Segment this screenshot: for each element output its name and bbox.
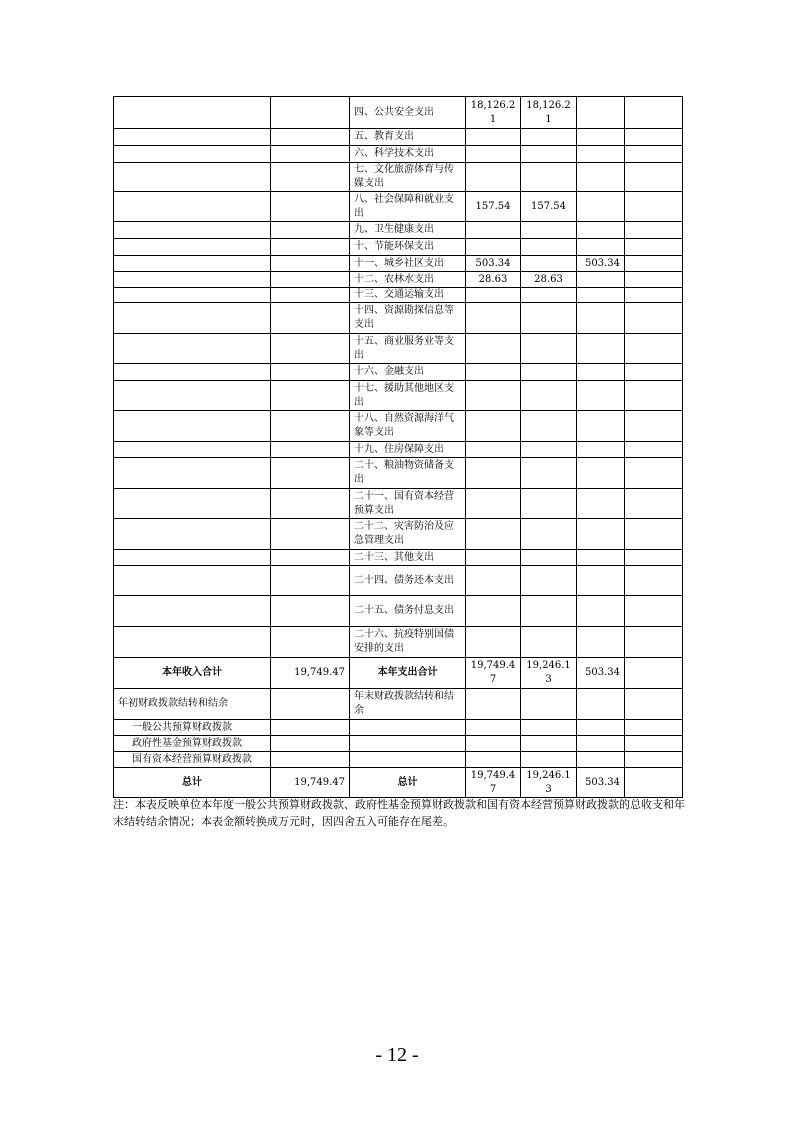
expense-fund-budget-cell: [577, 442, 625, 458]
expense-fund-budget-cell: [577, 550, 625, 566]
expense-total-cell: [466, 458, 521, 489]
expense-fund-budget-cell: [577, 303, 625, 334]
income-item-cell: [114, 146, 271, 163]
expense-item-cell: 十六、金融支出: [350, 364, 466, 381]
expense-fund-budget-cell: [577, 163, 625, 192]
income-amount-cell: [271, 689, 350, 720]
income-item-cell: [114, 222, 271, 239]
expense-general-budget-cell: 19,246.13: [521, 768, 577, 798]
income-amount-cell: [271, 627, 350, 658]
table-row: [114, 146, 683, 163]
expense-general-budget-cell: [521, 596, 577, 627]
expense-general-budget-cell: [521, 411, 577, 442]
income-item-cell: [114, 519, 271, 550]
expense-state-capital-cell: [625, 458, 683, 489]
table-row: [114, 550, 683, 566]
income-amount-cell: [271, 192, 350, 222]
expense-general-budget-cell: [521, 519, 577, 550]
expense-total-cell: [466, 129, 521, 146]
expense-total-cell: [466, 752, 521, 768]
expense-item-cell: 七、文化旅游体育与传媒支出: [350, 163, 466, 192]
income-amount-cell: [271, 411, 350, 442]
expense-state-capital-cell: [625, 768, 683, 798]
expense-item-cell: 年末财政拨款结转和结余: [350, 689, 466, 720]
expense-total-cell: 503.34: [466, 256, 521, 272]
income-item-cell: 国有资本经营预算财政拨款: [114, 752, 271, 768]
income-amount-cell: [271, 272, 350, 288]
expense-state-capital-cell: [625, 303, 683, 334]
income-amount-cell: 19,749.47: [271, 768, 350, 798]
expense-total-cell: [466, 364, 521, 381]
expense-state-capital-cell: [625, 489, 683, 519]
expense-item-cell: 总计: [350, 768, 466, 798]
expense-state-capital-cell: [625, 239, 683, 256]
expense-state-capital-cell: [625, 288, 683, 303]
income-item-cell: [114, 129, 271, 146]
expense-item-cell: 四、公共安全支出: [350, 97, 466, 129]
income-item-cell: [114, 272, 271, 288]
income-item-cell: 年初财政拨款结转和结余: [114, 689, 271, 720]
expense-state-capital-cell: [625, 364, 683, 381]
expense-fund-budget-cell: [577, 288, 625, 303]
income-item-cell: [114, 364, 271, 381]
expense-state-capital-cell: [625, 519, 683, 550]
income-amount-cell: [271, 163, 350, 192]
table-row: [114, 272, 683, 288]
expense-item-cell: 十五、商业服务业等支出: [350, 334, 466, 364]
expense-item-cell: [350, 736, 466, 752]
expense-total-cell: [466, 689, 521, 720]
table-row: [114, 566, 683, 596]
table-row: [114, 736, 683, 752]
expense-state-capital-cell: [625, 163, 683, 192]
expense-state-capital-cell: [625, 689, 683, 720]
income-item-cell: 总计: [114, 768, 271, 798]
table-row: [114, 364, 683, 381]
income-item-cell: 政府性基金预算财政拨款: [114, 736, 271, 752]
income-amount-cell: [271, 489, 350, 519]
expense-item-cell: 九、卫生健康支出: [350, 222, 466, 239]
expense-fund-budget-cell: [577, 519, 625, 550]
table-row: [114, 658, 683, 689]
expense-total-cell: [466, 222, 521, 239]
expense-total-cell: 157.54: [466, 192, 521, 222]
table-body: [114, 97, 683, 798]
expense-fund-budget-cell: [577, 689, 625, 720]
expense-general-budget-cell: [521, 489, 577, 519]
income-item-cell: 本年收入合计: [114, 658, 271, 689]
income-item-cell: 一般公共预算财政拨款: [114, 720, 271, 736]
expense-fund-budget-cell: 503.34: [577, 768, 625, 798]
expense-state-capital-cell: [625, 129, 683, 146]
income-item-cell: [114, 97, 271, 129]
expense-general-budget-cell: [521, 364, 577, 381]
expense-fund-budget-cell: [577, 222, 625, 239]
expense-state-capital-cell: [625, 192, 683, 222]
expense-item-cell: 二十一、国有资本经营预算支出: [350, 489, 466, 519]
income-item-cell: [114, 566, 271, 596]
expense-total-cell: [466, 489, 521, 519]
expense-general-budget-cell: [521, 442, 577, 458]
expense-general-budget-cell: 28.63: [521, 272, 577, 288]
expense-fund-budget-cell: [577, 381, 625, 411]
expense-state-capital-cell: [625, 334, 683, 364]
table-row: [114, 163, 683, 192]
income-amount-cell: [271, 303, 350, 334]
expense-total-cell: [466, 163, 521, 192]
expense-general-budget-cell: [521, 752, 577, 768]
expense-total-cell: [466, 519, 521, 550]
expense-total-cell: [466, 288, 521, 303]
expense-fund-budget-cell: [577, 97, 625, 129]
expense-general-budget-cell: [521, 303, 577, 334]
expense-fund-budget-cell: [577, 146, 625, 163]
table-row: [114, 222, 683, 239]
expense-general-budget-cell: 18,126.21: [521, 97, 577, 129]
expense-item-cell: 八、社会保障和就业支出: [350, 192, 466, 222]
expense-total-cell: [466, 550, 521, 566]
income-amount-cell: [271, 566, 350, 596]
expense-fund-budget-cell: [577, 272, 625, 288]
income-item-cell: [114, 627, 271, 658]
expense-general-budget-cell: [521, 163, 577, 192]
expense-state-capital-cell: [625, 442, 683, 458]
expense-total-cell: [466, 566, 521, 596]
expense-item-cell: 十九、住房保障支出: [350, 442, 466, 458]
expense-state-capital-cell: [625, 720, 683, 736]
income-amount-cell: [271, 256, 350, 272]
expense-fund-budget-cell: [577, 364, 625, 381]
expense-fund-budget-cell: [577, 129, 625, 146]
table-row: [114, 689, 683, 720]
expense-fund-budget-cell: [577, 239, 625, 256]
income-item-cell: [114, 489, 271, 519]
table-row: [114, 381, 683, 411]
income-amount-cell: [271, 239, 350, 256]
expense-state-capital-cell: [625, 222, 683, 239]
expense-total-cell: [466, 381, 521, 411]
income-amount-cell: [271, 288, 350, 303]
expense-state-capital-cell: [625, 596, 683, 627]
expense-general-budget-cell: [521, 129, 577, 146]
income-amount-cell: [271, 97, 350, 129]
expense-fund-budget-cell: [577, 627, 625, 658]
expense-item-cell: 二十六、抗疫特别国债安排的支出: [350, 627, 466, 658]
income-amount-cell: [271, 364, 350, 381]
income-item-cell: [114, 192, 271, 222]
expense-general-budget-cell: [521, 146, 577, 163]
income-amount-cell: [271, 752, 350, 768]
expense-general-budget-cell: [521, 256, 577, 272]
income-amount-cell: [271, 736, 350, 752]
expense-total-cell: 19,749.47: [466, 658, 521, 689]
expense-item-cell: 五、教育支出: [350, 129, 466, 146]
expense-total-cell: [466, 720, 521, 736]
expense-fund-budget-cell: [577, 720, 625, 736]
income-item-cell: [114, 442, 271, 458]
income-item-cell: [114, 458, 271, 489]
income-item-cell: [114, 550, 271, 566]
expense-state-capital-cell: [625, 752, 683, 768]
expense-total-cell: [466, 146, 521, 163]
expense-state-capital-cell: [625, 736, 683, 752]
income-amount-cell: [271, 334, 350, 364]
table-row: [114, 752, 683, 768]
table-row: [114, 519, 683, 550]
table-row: [114, 596, 683, 627]
income-amount-cell: [271, 222, 350, 239]
expense-general-budget-cell: 19,246.13: [521, 658, 577, 689]
table-row: [114, 768, 683, 798]
income-amount-cell: [271, 519, 350, 550]
expense-state-capital-cell: [625, 566, 683, 596]
expense-item-cell: 十七、援助其他地区支出: [350, 381, 466, 411]
page-number: - 12 -: [375, 1044, 419, 1066]
table-row: [114, 334, 683, 364]
expense-total-cell: 18,126.21: [466, 97, 521, 129]
expense-general-budget-cell: [521, 239, 577, 256]
expense-fund-budget-cell: [577, 736, 625, 752]
table-row: [114, 256, 683, 272]
expense-item-cell: 十四、资源勘探信息等支出: [350, 303, 466, 334]
expense-fund-budget-cell: [577, 752, 625, 768]
expense-total-cell: 19,749.47: [466, 768, 521, 798]
expense-fund-budget-cell: [577, 566, 625, 596]
table-row: [114, 129, 683, 146]
table-row: [114, 411, 683, 442]
table-row: [114, 239, 683, 256]
table-row: [114, 627, 683, 658]
income-item-cell: [114, 303, 271, 334]
income-item-cell: [114, 411, 271, 442]
income-amount-cell: [271, 720, 350, 736]
expense-total-cell: [466, 334, 521, 364]
expense-item-cell: [350, 720, 466, 736]
expense-item-cell: 十一、城乡社区支出: [350, 256, 466, 272]
table-footnote: 注：本表反映单位本年度一般公共预算财政拨款、政府性基金预算财政拨款和国有资本经营预算财政拨款的总收支和年末结转结余情况；本表金额转换成万元时，因四舍五入可能存在尾差。: [113, 798, 685, 828]
expense-item-cell: 二十三、其他支出: [350, 550, 466, 566]
expense-state-capital-cell: [625, 256, 683, 272]
expense-state-capital-cell: [625, 146, 683, 163]
expense-general-budget-cell: 157.54: [521, 192, 577, 222]
expense-fund-budget-cell: [577, 334, 625, 364]
expense-item-cell: 二十四、债务还本支出: [350, 566, 466, 596]
income-amount-cell: 19,749.47: [271, 658, 350, 689]
table-row: [114, 288, 683, 303]
expense-total-cell: [466, 411, 521, 442]
table-row: [114, 458, 683, 489]
expense-item-cell: 二十二、灾害防治及应急管理支出: [350, 519, 466, 550]
income-amount-cell: [271, 146, 350, 163]
expense-fund-budget-cell: [577, 192, 625, 222]
expense-general-budget-cell: [521, 550, 577, 566]
expense-state-capital-cell: [625, 550, 683, 566]
fiscal-appropriation-table: [113, 96, 683, 798]
income-amount-cell: [271, 458, 350, 489]
table-row: [114, 720, 683, 736]
expense-item-cell: 二十、粮油物资储备支出: [350, 458, 466, 489]
income-item-cell: [114, 334, 271, 364]
table-row: [114, 192, 683, 222]
expense-general-budget-cell: [521, 458, 577, 489]
expense-total-cell: [466, 303, 521, 334]
expense-item-cell: 十二、农林水支出: [350, 272, 466, 288]
expense-total-cell: [466, 627, 521, 658]
income-amount-cell: [271, 550, 350, 566]
expense-fund-budget-cell: [577, 489, 625, 519]
expense-total-cell: [466, 239, 521, 256]
expense-item-cell: 十、节能环保支出: [350, 239, 466, 256]
income-item-cell: [114, 256, 271, 272]
expense-item-cell: 十三、交通运输支出: [350, 288, 466, 303]
income-item-cell: [114, 288, 271, 303]
expense-general-budget-cell: [521, 288, 577, 303]
income-item-cell: [114, 596, 271, 627]
expense-general-budget-cell: [521, 720, 577, 736]
expense-general-budget-cell: [521, 334, 577, 364]
expense-fund-budget-cell: 503.34: [577, 658, 625, 689]
income-item-cell: [114, 381, 271, 411]
expense-state-capital-cell: [625, 381, 683, 411]
expense-state-capital-cell: [625, 97, 683, 129]
expense-item-cell: 本年支出合计: [350, 658, 466, 689]
expense-state-capital-cell: [625, 272, 683, 288]
table-row: [114, 303, 683, 334]
expense-item-cell: 十八、自然资源海洋气象等支出: [350, 411, 466, 442]
expense-total-cell: [466, 736, 521, 752]
expense-state-capital-cell: [625, 411, 683, 442]
expense-general-budget-cell: [521, 736, 577, 752]
expense-total-cell: [466, 596, 521, 627]
expense-fund-budget-cell: [577, 596, 625, 627]
expense-general-budget-cell: [521, 566, 577, 596]
table-row: [114, 442, 683, 458]
income-amount-cell: [271, 381, 350, 411]
expense-total-cell: 28.63: [466, 272, 521, 288]
expense-total-cell: [466, 442, 521, 458]
expense-general-budget-cell: [521, 381, 577, 411]
expense-state-capital-cell: [625, 658, 683, 689]
expense-item-cell: [350, 752, 466, 768]
income-amount-cell: [271, 596, 350, 627]
income-item-cell: [114, 239, 271, 256]
table-row: [114, 489, 683, 519]
income-amount-cell: [271, 442, 350, 458]
expense-state-capital-cell: [625, 627, 683, 658]
expense-item-cell: 二十五、债务付息支出: [350, 596, 466, 627]
expense-general-budget-cell: [521, 627, 577, 658]
expense-fund-budget-cell: 503.34: [577, 256, 625, 272]
expense-general-budget-cell: [521, 222, 577, 239]
expense-item-cell: 六、科学技术支出: [350, 146, 466, 163]
income-amount-cell: [271, 129, 350, 146]
table-row: [114, 97, 683, 129]
expense-fund-budget-cell: [577, 411, 625, 442]
expense-general-budget-cell: [521, 689, 577, 720]
expense-fund-budget-cell: [577, 458, 625, 489]
income-item-cell: [114, 163, 271, 192]
